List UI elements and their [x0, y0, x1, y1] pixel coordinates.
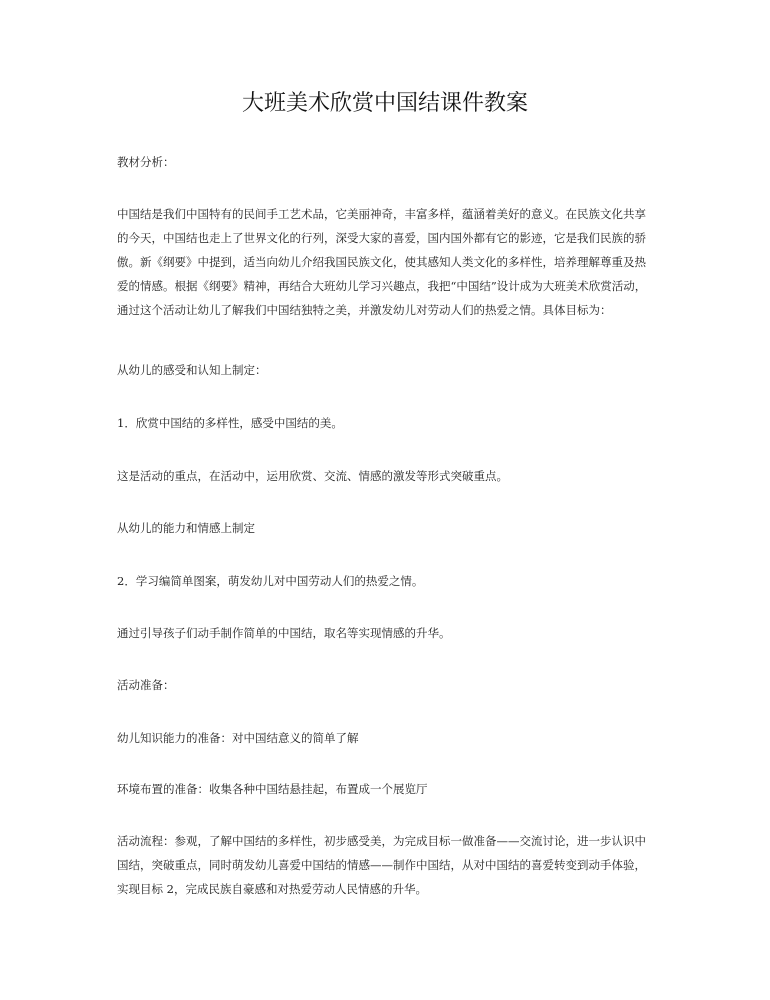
paragraph-activity-flow: 活动流程：参观，了解中国结的多样性，初步感受美，为完成目标一做准备——交流讨论，进一步认识中国结，突破重点，同时萌发幼儿喜爱中国结的情感——制作中国结，从对中国结的喜爱转变到动手体验，实现目标 2，完成民族自豪感和对热爱劳动人民情感的升华。 [117, 834, 646, 896]
section-heading-preparation: 活动准备： [117, 678, 175, 692]
goal-item-2: 2．学习编简单图案，萌发幼儿对中国劳动人们的热爱之情。 [117, 574, 424, 588]
section-heading-cognition: 从幼儿的感受和认知上制定： [117, 363, 267, 377]
section-heading-ability: 从幼儿的能力和情感上制定 [117, 521, 255, 535]
paragraph-analysis-body: 中国结是我们中国特有的民间手工艺术品，它美丽神奇，丰富多样，蕴涵着美好的意义。在民族文化共享的今天，中国结也走上了世界文化的行列，深受大家的喜爱，国内国外都有它的影迹，它是我们民族的骄傲。新《纲要》中提到，适当向幼儿介绍我国民族文化，使其感知人类文化的多样性，培养理解尊重及热爱的情感。根据《纲要》精神，再结合大班幼儿学习兴趣点，我把“中国结”设计成为大班美术欣赏活动，通过这个活动让幼儿了解我们中国结独特之美，并激发幼儿对劳动人们的热爱之情。具体目标为： [117, 207, 647, 317]
section-heading-analysis: 教材分析： [117, 155, 175, 169]
paragraph-goal-1-note: 这是活动的重点，在活动中，运用欣赏、交流、情感的激发等形式突破重点。 [117, 469, 508, 483]
paragraph-knowledge-prep: 幼儿知识能力的准备：对中国结意义的简单了解 [117, 731, 359, 745]
paragraph-goal-2-note: 通过引导孩子们动手制作简单的中国结，取名等实现情感的升华。 [117, 626, 451, 640]
paragraph-environment-prep: 环境布置的准备：收集各种中国结悬挂起，布置成一个展览厅 [117, 782, 428, 796]
goal-item-1: 1．欣赏中国结的多样性，感受中国结的美。 [117, 416, 343, 430]
page-title: 大班美术欣赏中国结课件教案 [241, 91, 528, 116]
